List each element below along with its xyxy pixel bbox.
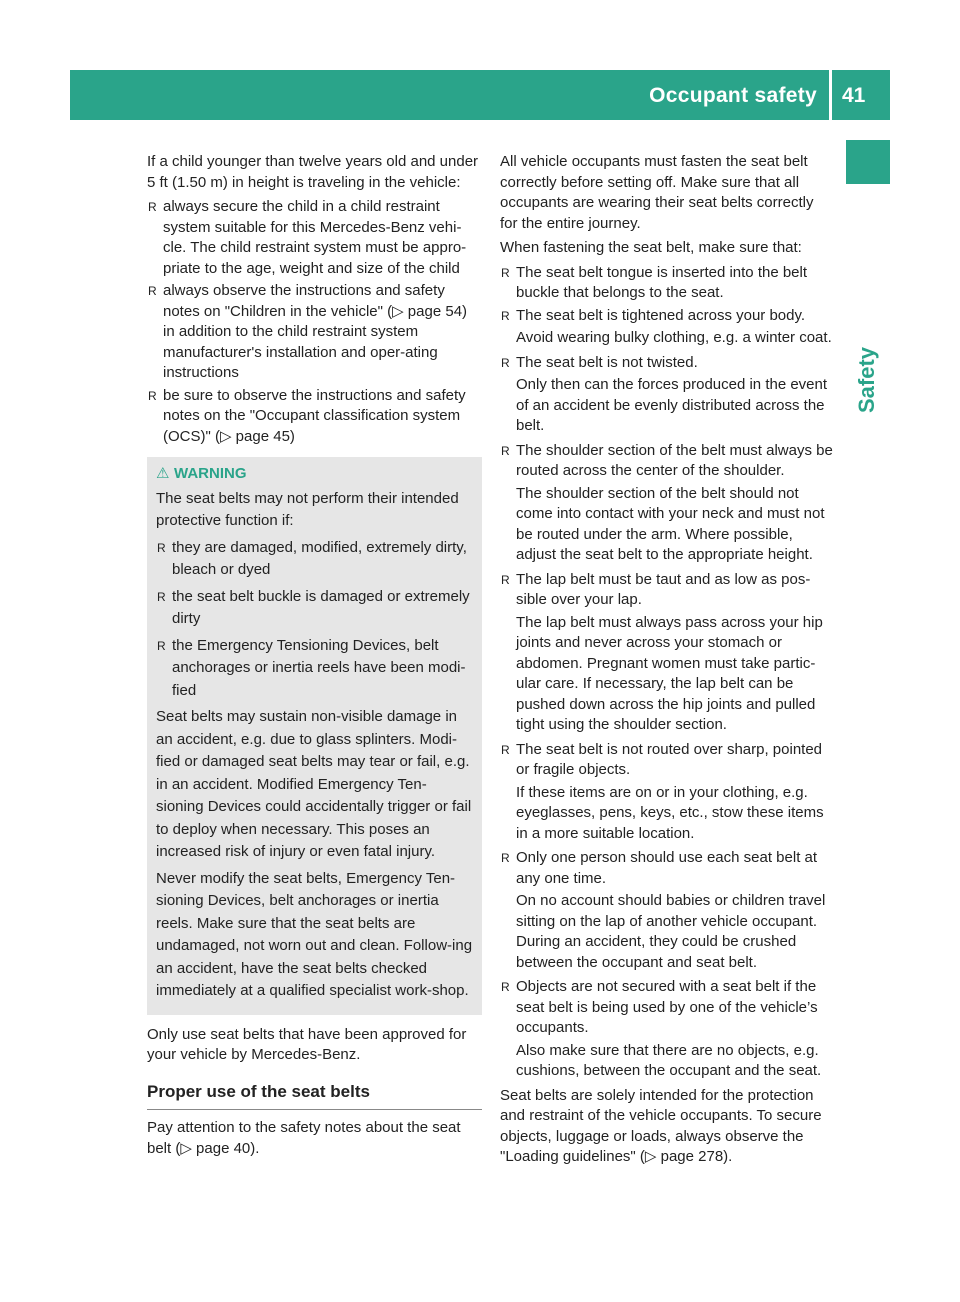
bullet-icon: R bbox=[501, 572, 510, 587]
list-item-note: If these items are on or in your clothing, e.g. eyeglasses, pens, keys, etc., stow these items in a more suitable location. bbox=[516, 783, 824, 842]
list-item bbox=[147, 386, 482, 448]
bullet-icon: R bbox=[148, 284, 157, 298]
list-item bbox=[500, 306, 835, 349]
left-intro: If a child younger than twelve years old and under 5 ft (1.50 m) in height is traveling in the vehicle: bbox=[147, 153, 479, 191]
fastening-checklist bbox=[500, 263, 835, 1082]
list-item bbox=[500, 848, 835, 973]
warning-paragraph: Seat belts may sustain non-visible damage in an accident, e.g. due to glass splinters. Modi-fied or damaged seat belts may tear or fail, e.g. in an accident. Modified Emergency Ten-sioning Devices could accidentally trigger or fail to deploy when necessary. This poses an increased risk of injury or even fatal injury. bbox=[156, 708, 472, 860]
bullet-icon: R bbox=[157, 589, 166, 604]
bullet-icon: R bbox=[501, 742, 510, 757]
right-intro: All vehicle occupants must fasten the seat belt correctly before setting off. Make sure that all occupants are wearing their seat belts correctly for the entire journey. bbox=[500, 153, 814, 232]
list-item-text: always secure the child in a child restraint system suitable for this Mercedes-Benz vehi-cle. The child restraint system must be appro-priate to the age, weight and size of the child bbox=[163, 198, 467, 277]
bullet-icon: R bbox=[501, 308, 510, 323]
warning-bullets bbox=[156, 537, 473, 703]
warning-intro: The seat belts may not perform their intended protective function if: bbox=[156, 489, 459, 529]
list-item bbox=[500, 441, 835, 566]
list-item-text: Objects are not secured with a seat belt if the seat belt is being used by one of the vehicle’s occupants. bbox=[516, 978, 818, 1036]
list-item-text: Only one person should use each seat belt at any one time. bbox=[516, 849, 818, 887]
child-bullets bbox=[147, 197, 482, 447]
list-item bbox=[147, 281, 482, 384]
list-item bbox=[500, 570, 835, 736]
bullet-icon: R bbox=[501, 851, 510, 865]
list-item bbox=[500, 740, 835, 845]
bullet-icon: R bbox=[148, 200, 157, 214]
page-title: Occupant safety bbox=[649, 84, 817, 107]
bullet-icon: R bbox=[501, 355, 510, 370]
section-tab bbox=[847, 340, 887, 420]
list-item-note: Avoid wearing bulky clothing, e.g. a winter coat. bbox=[516, 329, 832, 346]
section-marker bbox=[846, 140, 890, 184]
list-item-text: be sure to observe the instructions and safety notes on the "Occupant classification system (OCS)" (▷ page 45) bbox=[163, 386, 466, 445]
list-item-text: The lap belt must be taut and as low as pos-sible over your lap. bbox=[516, 570, 811, 608]
list-item bbox=[500, 263, 835, 304]
bullet-icon: R bbox=[501, 265, 510, 280]
list-item-text: The seat belt is not twisted. bbox=[516, 353, 698, 371]
list-item bbox=[156, 586, 473, 631]
bullet-icon: R bbox=[157, 638, 166, 653]
list-item-text: always observe the instructions and safety notes on "Children in the vehicle" (▷ page 54) in addition to the child restraint system manufacturer's installation and oper-ating instructions bbox=[163, 282, 468, 381]
section-text: Pay attention to the safety notes about the seat belt (▷ page 40). bbox=[147, 1119, 461, 1157]
bullet-icon: R bbox=[501, 980, 510, 994]
page-number: 41 bbox=[842, 84, 866, 107]
list-item bbox=[156, 537, 473, 582]
warning-icon: ⚠ bbox=[156, 465, 170, 482]
bullet-icon: R bbox=[157, 540, 166, 555]
right-column bbox=[500, 152, 835, 1172]
list-item bbox=[500, 353, 835, 437]
header-separator bbox=[829, 70, 832, 120]
warning-box bbox=[147, 457, 482, 1015]
closing-paragraph: Seat belts are solely intended for the protection and restraint of the vehicle occupants. To secure objects, luggage or loads, always observe the "Loading guidelines" (▷ page 278). bbox=[500, 1086, 822, 1165]
bullet-icon: R bbox=[501, 443, 510, 458]
list-item-text: the Emergency Tensioning Devices, belt anchorages or inertia reels have been modi-fied bbox=[172, 636, 466, 699]
list-item-note: On no account should babies or children travel sitting on the lap of another vehicle occupant. During an accident, they could be crushed between the occupant and seat belt. bbox=[516, 892, 826, 971]
list-item-text: The seat belt is tightened across your body. bbox=[516, 306, 806, 324]
list-item-text: The shoulder section of the belt must always be routed across the center of the shoulder. bbox=[516, 441, 833, 479]
list-item-text: the seat belt buckle is damaged or extremely dirty bbox=[172, 587, 470, 627]
approved-belts-note: Only use seat belts that have been approved for your vehicle by Mercedes-Benz. bbox=[147, 1025, 467, 1063]
list-item-text: The seat belt is not routed over sharp, pointed or fragile objects. bbox=[516, 740, 823, 778]
list-item bbox=[500, 977, 835, 1082]
warning-heading bbox=[156, 463, 473, 486]
list-item bbox=[147, 197, 482, 279]
list-item-note: The shoulder section of the belt should not come into contact with your neck and must not be routed under the arm. Where possible, adjust the seat belt to the appropriate height. bbox=[516, 484, 825, 563]
warning-paragraph: Never modify the seat belts, Emergency Ten-sioning Devices, belt anchorages or inertia reels. Make sure that the seat belts are undamaged, not worn out and clean. Follow-ing an accident, have the seat belts checked immediately at a qualified specialist work-shop. bbox=[156, 869, 473, 999]
list-item-note: Also make sure that there are no objects, e.g. cushions, between the occupant and the seat. bbox=[516, 1041, 822, 1079]
list-item bbox=[156, 635, 473, 703]
warning-label: WARNING bbox=[174, 465, 247, 482]
bullet-icon: R bbox=[148, 388, 157, 403]
list-item-note: The lap belt must always pass across your hip joints and never across your stomach or abdomen. Pregnant women must take partic-ular care. If necessary, the lap belt can be pushed down across the hip joints and pulled tight using the shoulder section. bbox=[516, 613, 823, 733]
section-tab-label: Safety bbox=[854, 346, 879, 414]
list-item-text: The seat belt tongue is inserted into the belt buckle that belongs to the seat. bbox=[516, 263, 808, 301]
list-item-note: Only then can the forces produced in the event of an accident be evenly distributed across the belt. bbox=[516, 376, 828, 434]
section-heading: Proper use of the seat belts bbox=[147, 1082, 482, 1111]
list-item-text: they are damaged, modified, extremely dirty, bleach or dyed bbox=[172, 538, 467, 578]
right-lead: When fastening the seat belt, make sure that: bbox=[500, 239, 802, 256]
left-column bbox=[147, 152, 482, 1163]
